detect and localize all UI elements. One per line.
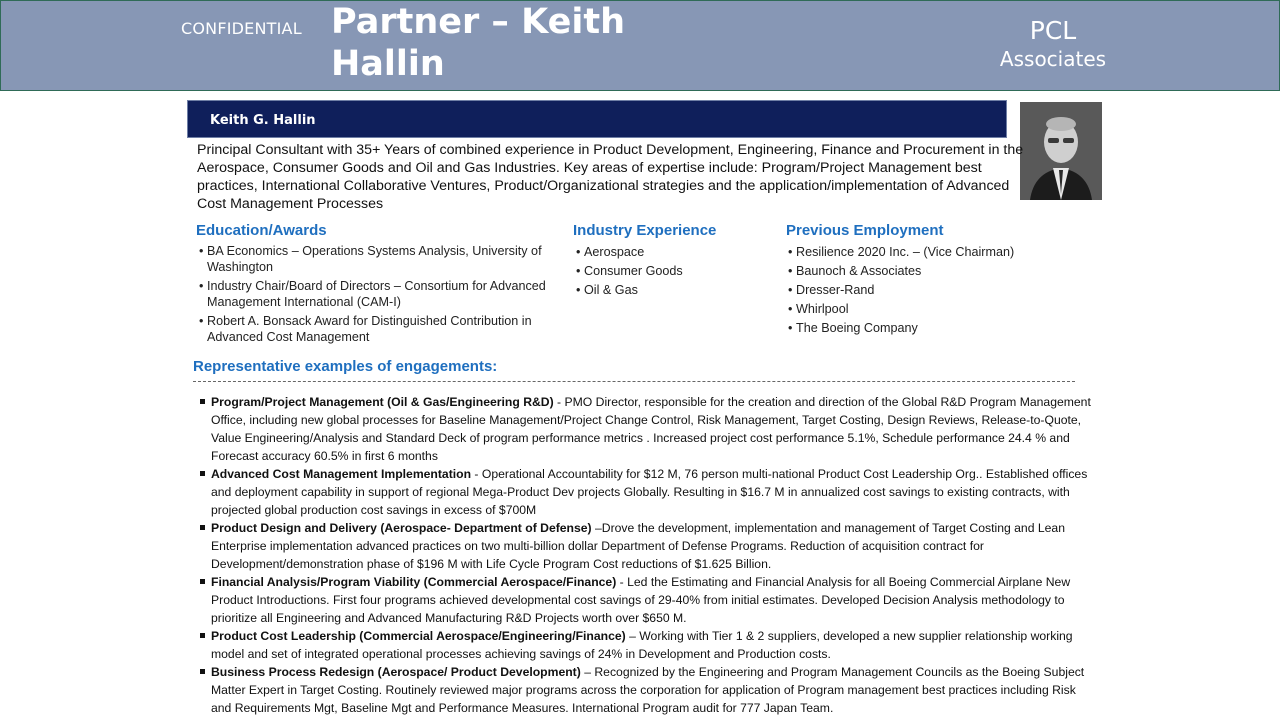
profile-name: Keith G. Hallin (210, 113, 316, 128)
engagements-list (200, 393, 1092, 717)
list-item: • Dresser-Rand (788, 281, 1088, 300)
engagement-text: - Operational Accountability for $12 M, 76 person multi-national Product Cost Leadership Org.. Established offices and deployment capability in support of regional Mega-Product Dev projects Globally. Resulting in $16.7 M in annualized cost savings to existing contracts, with projected global production cost savings in excess of $700M (211, 467, 1088, 517)
engagement-heading: Program/Project Management (Oil & Gas/Engineering R&D) (211, 395, 554, 409)
engagement-item (200, 573, 1092, 627)
confidential-label: CONFIDENTIAL (181, 19, 302, 38)
profile-photo (1020, 102, 1102, 200)
list-item: • Robert A. Bonsack Award for Distinguished Contribution in Advanced Cost Management (199, 313, 549, 345)
education-title: Education/Awards (196, 222, 327, 239)
industry-title: Industry Experience (573, 222, 717, 239)
engagement-heading: Financial Analysis/Program Viability (Commercial Aerospace/Finance) (211, 575, 617, 589)
engagement-heading: Product Cost Leadership (Commercial Aerospace/Engineering/Finance) (211, 629, 626, 643)
list-item: • BA Economics – Operations Systems Analysis, University of Washington (199, 243, 549, 275)
portrait-image (1020, 102, 1102, 200)
engagement-heading: Business Process Redesign (Aerospace/ Product Development) (211, 665, 581, 679)
profile-summary: Principal Consultant with 35+ Years of combined experience in Product Development, Engineering, Finance and Procurement in the Aerospace, Consumer Goods and Oil and Gas Industries. Key areas of expertise include: Program/Project Management best practices, International Collaborative Ventures, Product/Organizational strategies and the application/implementation of Advanced Cost Management Processes (197, 142, 1024, 212)
engagement-text: – Working with Tier 1 & 2 suppliers, developed a new supplier relationship working model and set of integrated operational processes achieving savings of 24% in Development and Production costs. (211, 629, 1073, 661)
list-item: • Baunoch & Associates (788, 262, 1088, 281)
engagement-item (200, 519, 1092, 573)
list-item: • Consumer Goods (576, 262, 766, 281)
engagement-item (200, 393, 1092, 465)
list-item: • Industry Chair/Board of Directors – Consortium for Advanced Management International (CAM-I) (199, 278, 549, 310)
engagement-heading: Product Design and Delivery (Aerospace- Department of Defense) (211, 521, 592, 535)
engagement-heading: Advanced Cost Management Implementation (211, 467, 472, 481)
company-logo-text (991, 15, 1115, 71)
engagement-text: - PMO Director, responsible for the creation and direction of the Global R&D Program Management Office, including new global processes for Baseline Management/Project Change Control, Risk Management, Target Costing, Design Reviews, Release-to-Quote, Value Engineering/Analysis and Standard Deck of program performance metrics . Increased project cost performance 5.1%, Schedule performance 24.4 % and Forecast accuracy 60.5% in first 6 months (211, 395, 1091, 463)
company-name-line1: PCL (1029, 16, 1077, 45)
section-divider (193, 381, 1075, 382)
list-item: • Oil & Gas (576, 281, 766, 300)
engagement-item (200, 663, 1092, 717)
list-item: • Resilience 2020 Inc. – (Vice Chairman) (788, 243, 1088, 262)
education-list (199, 243, 549, 345)
list-item: • Aerospace (576, 243, 766, 262)
page-title: Partner – Keith Hallin (331, 2, 625, 84)
list-item: • The Boeing Company (788, 319, 1088, 338)
engagement-item (200, 627, 1092, 663)
employment-list (788, 243, 1088, 338)
engagement-item (200, 465, 1092, 519)
company-name-line2: Associates (999, 47, 1107, 71)
header-banner (0, 0, 1280, 91)
engagement-text: –Drove the development, implementation and management of Target Costing and Lean Enterprise implementation advanced practices on two multi-billion dollar Department of Defense Programs. Reduction of acquisition contract for Development/demonstration phase of $196 M with Life Cycle Program Cost reductions of $1.625 Billion. (211, 521, 1065, 571)
engagement-text: - Led the Estimating and Financial Analysis for all Boeing Commercial Airplane New Product Introductions. First four programs achieved developmental cost savings of 29-40% from initial estimates. Developed Decision Analysis methodology to prioritize all Engineering and Advanced Manufacturing R&D Projects worth over $650 M. (211, 575, 1071, 625)
engagements-title: Representative examples of engagements: (193, 358, 498, 375)
industry-list (576, 243, 766, 300)
employment-title: Previous Employment (786, 222, 944, 239)
engagement-text: – Recognized by the Engineering and Program Management Councils as the Boeing Subject Matter Expert in Target Costing. Routinely reviewed major programs across the corporation for application of Program management best practices including Risk and Requirements Mgt, Baseline Mgt and Performance Measures. International Program audit for 777 Japan Team. (211, 665, 1085, 715)
list-item: • Whirlpool (788, 300, 1088, 319)
name-bar (187, 100, 1007, 138)
